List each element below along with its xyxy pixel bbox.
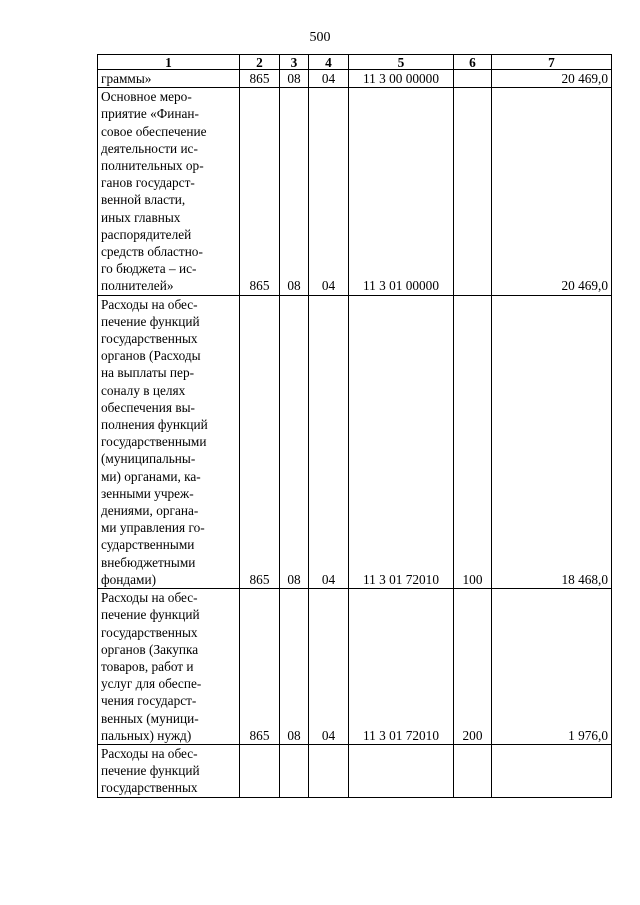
header-col-2: 2 bbox=[240, 55, 280, 70]
naimenovanie-line: Расходы на обес- bbox=[101, 745, 198, 761]
naimenovanie-line: фондами) bbox=[101, 571, 157, 587]
podrazdel-cell: 04 bbox=[309, 295, 349, 588]
naimenovanie-line: Основное меро- bbox=[101, 89, 192, 105]
naimenovanie-line: органов (Закупка bbox=[101, 641, 199, 657]
header-col-3: 3 bbox=[280, 55, 309, 70]
naimenovanie-line: государственных bbox=[101, 624, 198, 640]
table-row bbox=[98, 88, 612, 295]
naimenovanie-line: ми) органами, ка- bbox=[101, 468, 201, 484]
naimenovanie-cell bbox=[98, 589, 240, 745]
naimenovanie-cell bbox=[98, 70, 240, 88]
naimenovanie-line: государственных bbox=[101, 331, 198, 347]
naimenovanie-line: чения государст- bbox=[101, 693, 197, 709]
table-row bbox=[98, 295, 612, 588]
naimenovanie-line: пальных) нужд) bbox=[101, 727, 192, 743]
celevaya-statya-cell: 11 3 00 00000 bbox=[349, 70, 454, 88]
naimenovanie-line: печение функций bbox=[101, 607, 200, 623]
podrazdel-cell: 04 bbox=[309, 88, 349, 295]
naimenovanie-line: (муниципальны- bbox=[101, 451, 196, 467]
razdel-cell bbox=[280, 744, 309, 797]
celevaya-statya-cell: 11 3 01 00000 bbox=[349, 88, 454, 295]
razdel-cell: 08 bbox=[280, 295, 309, 588]
razdel-cell: 08 bbox=[280, 70, 309, 88]
vid-raskhodov-cell: 100 bbox=[454, 295, 492, 588]
summa-cell bbox=[492, 744, 612, 797]
podrazdel-cell bbox=[309, 744, 349, 797]
razdel-cell: 08 bbox=[280, 589, 309, 745]
naimenovanie-line: товаров, работ и bbox=[101, 658, 194, 674]
naimenovanie-line: распорядителей bbox=[101, 226, 192, 242]
table-row bbox=[98, 70, 612, 88]
summa-cell: 20 469,0 bbox=[492, 88, 612, 295]
naimenovanie-line: деятельности ис- bbox=[101, 140, 198, 156]
header-col-7: 7 bbox=[492, 55, 612, 70]
kod-vedomstva-cell: 865 bbox=[240, 88, 280, 295]
celevaya-statya-cell: 11 3 01 72010 bbox=[349, 295, 454, 588]
naimenovanie-cell bbox=[98, 744, 240, 797]
celevaya-statya-cell bbox=[349, 744, 454, 797]
table-row bbox=[98, 744, 612, 797]
header-col-4: 4 bbox=[309, 55, 349, 70]
naimenovanie-line: граммы» bbox=[101, 71, 152, 86]
naimenovanie-line: обеспечения вы- bbox=[101, 399, 195, 415]
naimenovanie-line: соналу в целях bbox=[101, 382, 186, 398]
header-col-6: 6 bbox=[454, 55, 492, 70]
naimenovanie-line: сударственными bbox=[101, 537, 195, 553]
header-col-5: 5 bbox=[349, 55, 454, 70]
podrazdel-cell: 04 bbox=[309, 70, 349, 88]
naimenovanie-line: дениями, органа- bbox=[101, 503, 199, 519]
celevaya-statya-cell: 11 3 01 72010 bbox=[349, 589, 454, 745]
naimenovanie-line: Расходы на обес- bbox=[101, 590, 198, 606]
naimenovanie-line: государственными bbox=[101, 434, 207, 450]
naimenovanie-line: иных главных bbox=[101, 209, 181, 225]
naimenovanie-line: средств областно- bbox=[101, 244, 203, 260]
razdel-cell: 08 bbox=[280, 88, 309, 295]
naimenovanie-line: венных (муници- bbox=[101, 710, 199, 726]
kod-vedomstva-cell bbox=[240, 744, 280, 797]
header-row bbox=[98, 55, 612, 70]
naimenovanie-line: внебюджетными bbox=[101, 554, 196, 570]
naimenovanie-line: го бюджета – ис- bbox=[101, 261, 197, 277]
vid-raskhodov-cell bbox=[454, 744, 492, 797]
naimenovanie-line: совое обеспечение bbox=[101, 123, 207, 139]
naimenovanie-cell bbox=[98, 88, 240, 295]
naimenovanie-line: печение функций bbox=[101, 763, 200, 779]
naimenovanie-line: полнительных ор- bbox=[101, 158, 204, 174]
naimenovanie-line: зенными учреж- bbox=[101, 485, 194, 501]
naimenovanie-line: приятие «Финан- bbox=[101, 106, 199, 122]
vid-raskhodov-cell: 200 bbox=[454, 589, 492, 745]
naimenovanie-line: Расходы на обес- bbox=[101, 296, 198, 312]
naimenovanie-line: органов (Расходы bbox=[101, 348, 201, 364]
budget-table bbox=[97, 54, 612, 798]
summa-cell: 20 469,0 bbox=[492, 70, 612, 88]
kod-vedomstva-cell: 865 bbox=[240, 589, 280, 745]
naimenovanie-line: полнения функций bbox=[101, 417, 208, 433]
table-row bbox=[98, 589, 612, 745]
vid-raskhodov-cell bbox=[454, 70, 492, 88]
naimenovanie-line: на выплаты пер- bbox=[101, 365, 195, 381]
summa-cell: 18 468,0 bbox=[492, 295, 612, 588]
naimenovanie-line: ганов государст- bbox=[101, 175, 195, 191]
naimenovanie-line: ми управления го- bbox=[101, 520, 205, 536]
header-col-1: 1 bbox=[98, 55, 240, 70]
vid-raskhodov-cell bbox=[454, 88, 492, 295]
podrazdel-cell: 04 bbox=[309, 589, 349, 745]
kod-vedomstva-cell: 865 bbox=[240, 295, 280, 588]
naimenovanie-line: полнителей» bbox=[101, 278, 174, 294]
naimenovanie-line: государственных bbox=[101, 780, 198, 796]
naimenovanie-line: услуг для обеспе- bbox=[101, 676, 202, 692]
summa-cell: 1 976,0 bbox=[492, 589, 612, 745]
naimenovanie-cell bbox=[98, 295, 240, 588]
page-number: 500 bbox=[309, 30, 331, 45]
naimenovanie-line: печение функций bbox=[101, 313, 200, 329]
table-body bbox=[98, 70, 612, 798]
naimenovanie-line: венной власти, bbox=[101, 192, 186, 208]
kod-vedomstva-cell: 865 bbox=[240, 70, 280, 88]
